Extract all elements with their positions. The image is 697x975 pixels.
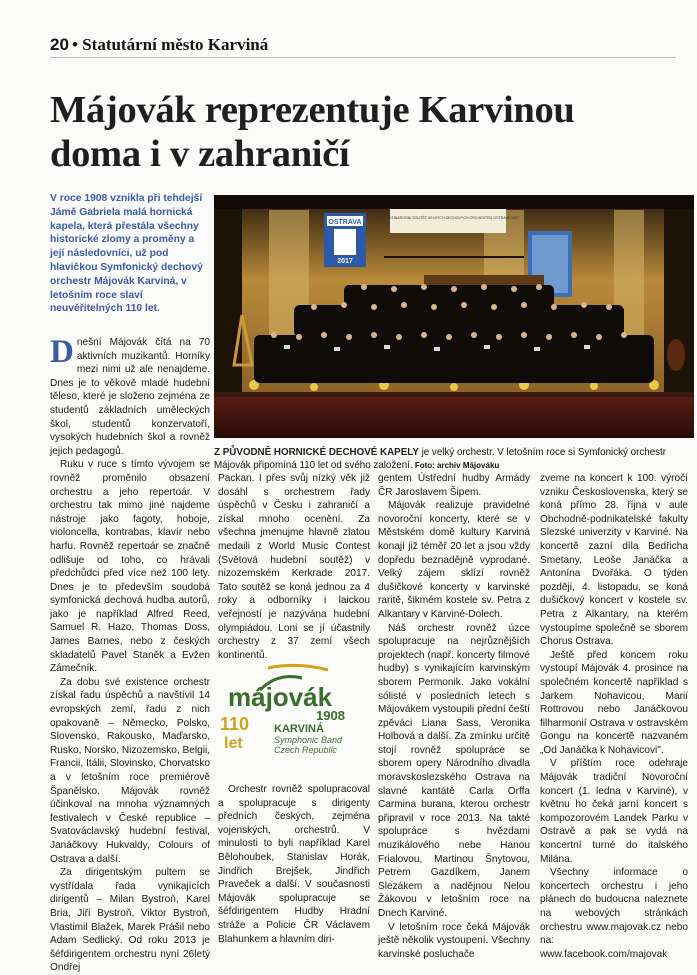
headline: Májovák reprezentuje Karvinou doma i v zahraničí [50,89,575,175]
logo-year: 1908 [316,708,345,723]
logo-line1: Symphonic Band [274,735,343,745]
stage-banner: XVIII MEZINÁRODNÍ SOUTĚŽ VELKÝCH DECHOVÝCH ORCHESTRŮ OSTRAVA 2017 [377,216,519,220]
concert-hall-illustration [214,195,694,438]
photo-credit: Foto: archiv Májováku [412,461,500,470]
paragraph: Ruku v ruce s tímto vývojem se rovněž proměnilo obsazení orchestru a jeho repertoár. V orchestru tak mimo jiné najdeme nástroje jako fagoty, hoboje, violoncella, kontrabas, klavír nebo harfu. Rovněž repertoár se značně odlišuje od toho, co hrávali předchůdci před více než 100 lety. Dnes je to především soudobá symfonická dechová hudba autorů, jako je například Alfred Reed, Samuel R. Hazo, Thomas Doss, James Barnes, nebo z českých skladatelů Pavel Staněk a Evžen Zámečník. [50,459,210,675]
facebook-link[interactable]: www.facebook.com/majovak [540,948,668,960]
paragraph: Dnešní Májovák čítá na 70 aktivních muzikantů. Horníky mezi nimi už ale nenajdeme. Dnes je to věkově mladé hudební těleso, které je složeno zejména ze studentů základních uměleckých škol, studentů konzervatoří, vysokých hudebních škol a rovněž jejich pedagogů. [50,334,210,457]
paragraph: Za dobu své existence orchestr získal řadu úspěchů a navštívil 14 evropských zemí, řadu z nich opakovaně – Německo, Polsko, Slovensko, Rakousko, Maďarsko, Rusko, Norsko, Nizozemsko, Belgii, Francii, Itálii, Slovinsko, Chorvatsko a v letošním roce premiérově Španělsko. Májovák rovněž účinkoval na mnoha významných festivalech v České republice – Svatováclavský hudební festival, Janáčkovy Hukvaldy, Colours of Ostrava a další. [50,676,210,865]
page-number: 20 [50,35,69,54]
lead-paragraph: V roce 1908 vznikla při tehdejší Jámě Gabriela malá hornická kapela, která přestála všechny historické zlomy a proměny a její následovníci, už pod hlavičkou Symfonický dechový orchestr Májovák Karviná, v letošním roce slaví neuvěřitelných 110 let. [50,193,203,315]
article-column-1 [50,336,210,975]
page-header [28,20,676,52]
logo-anniversary-unit: let [224,735,243,752]
paragraph: Packan. I přes svůj nízký věk již dosáhl s orchestrem řady úspěchů v Česku i zahraničí a získal mnoho ocenění. Za všechna jmenujme hlavně zlatou medaili z World Music Contest (Světová hudební soutěž) v nizozemském Kerkrade 2017. Tato soutěž se koná jednou za 4 roky a odborníky i laickou veřejností je nazývána hudební olympiádou. Loni se jí účastnily orchestry z 37 zemí všech kontinentů. [218,473,370,661]
sign-year: 2017 [337,258,353,265]
paragraph: Orchestr rovněž spolupracoval a spolupracuje s dirigenty předních českých, zejména vojenských, orchestrů. V minulosti to byli například Karel Bělohoubek, Stanislav Horák, Jindřich Brejšek, Jindřich Praveček a další. V současnosti Májovák spolupracuje se šéfdirigentem Hudby Hradní stráže a Policie ČR Václavem Blahunkem a hlavním diri- [218,784,370,945]
logo-city: KARVINÁ [274,723,324,735]
paragraph: Májovák realizuje pravidelné novoroční koncerty, které se v Městském domě kultury Karviná konají již téměř 20 let a jsou vždy dopředu beznadějně vyprodané. Velký zájem sklízí rovněž dušičkové koncerty v karvinské raritě, šikmém kostele sv. Petra z Alkantary v Karviné-Dolech. [378,500,530,620]
paragraph: Všechny informace o koncertech orchestru i jeho plánech do budoucna naleznete na webových stránkách orchestru www.majovak.cz nebo na: [540,867,688,947]
paragraph: Za dirigentským pultem se vystřídala řada vynikajících dirigentů – Milan Bystroň, Karel Bria, Jiří Bystroň, Viktor Bystroň, Vlastimil Blažek, Marek Prášil nebo Adam Sedlický. Od roku 2013 je šéfdirigentem orchestru nyní 26letý Ondřej [50,867,210,974]
article-column-4 [540,472,688,961]
caption-text: je velký orchestr. V letošním roce si Symfonický orchestr Májovák připomíná 110 let od svého založení. [214,447,667,471]
paragraph: gentem Ústřední hudby Armády ČR Jaroslavem Šipem. [378,473,530,498]
paragraph: V letošním roce čeká Májovák ještě několik vystoupení. Všechny karvinské posluchače [378,921,530,960]
article-column-2-top [218,472,370,662]
header-rule [50,57,676,58]
orchestra-photo [214,195,694,438]
paragraph: Náš orchestr rovněž úzce spolupracuje na nejrůznějších projektech (např. koncerty filmové hudby) s vynikajícím karvinským sborem Permonik. Jako vokální sólisté v posledních letech s Májovákem vystoupili přední čeští zpěváci Liana Sass, Veronika Holbová a další. Za zmínku určitě stojí rovněž spolupráce se sborem opery Národního divadla moravskoslezského Ostrava na slavné kantátě Carla Orffa Carmina burana, kterou orchestr připravil v roce 2013. Na takté spolupráce s hvězdami muzikálového nebe Hanou Frialovou, Martinou Šnytovou, Petrem Gazdíkem, Janem Slezákem a nadějnou Nelou Žákovou v letošním roce na Dnech Karviné. [378,622,530,919]
logo-anniversary: 110 [220,714,250,734]
section-title [72,35,268,55]
sign-ostrava: OSTRAVA [328,219,362,226]
paragraph: zveme na koncert k 100. výročí vzniku Československa, který se koná přímo 28. října v aule Obchodně-podnikatelské fakulty Slezské univerzity v Karviné. Na koncertě zazní díla Bedřicha Smetany, Leoše Janáčka a Antonína Dvořáka. O týden později, 4. listopadu, se koná dušičkový koncert v kostele sv. Petra z Alkantary, na kterém vystoupíme společně se sborem Chorus Ostrava. [540,473,688,648]
header-separator: • [72,35,78,54]
photo-caption [214,446,688,472]
article-column-2-bottom [218,783,370,946]
caption-highlight: Z PŮVODNĚ HORNICKÉ DECHOVÉ KAPELY [214,447,419,458]
logo-name: májovák [228,682,333,712]
majovak-logo [218,660,368,760]
paragraph: V příštím roce odehraje Májovák tradiční Novoroční koncert (1. ledna v Karviné), v květnu ho čeká jarní koncert s kompozorovém Landek Parku v Ostravě a pak se vydá na koncertní turné do italského Milána. [540,758,688,865]
logo-line2: Czech Republic [274,745,338,755]
paragraph: Ještě před koncem roku vystoupí Májovák 4. prosince na společném koncertě například s Jarkem Nohavicou, Marií Rottrovou nebo Janáčkovou filharmonií Ostrava v ostravském Gongu na koncertě nazvaném „Od Janáčka k Nohavicovi". [540,649,688,756]
article-column-3 [378,472,530,961]
logo-graphic [218,660,368,760]
section-name: Statutární město Karviná [82,35,269,54]
